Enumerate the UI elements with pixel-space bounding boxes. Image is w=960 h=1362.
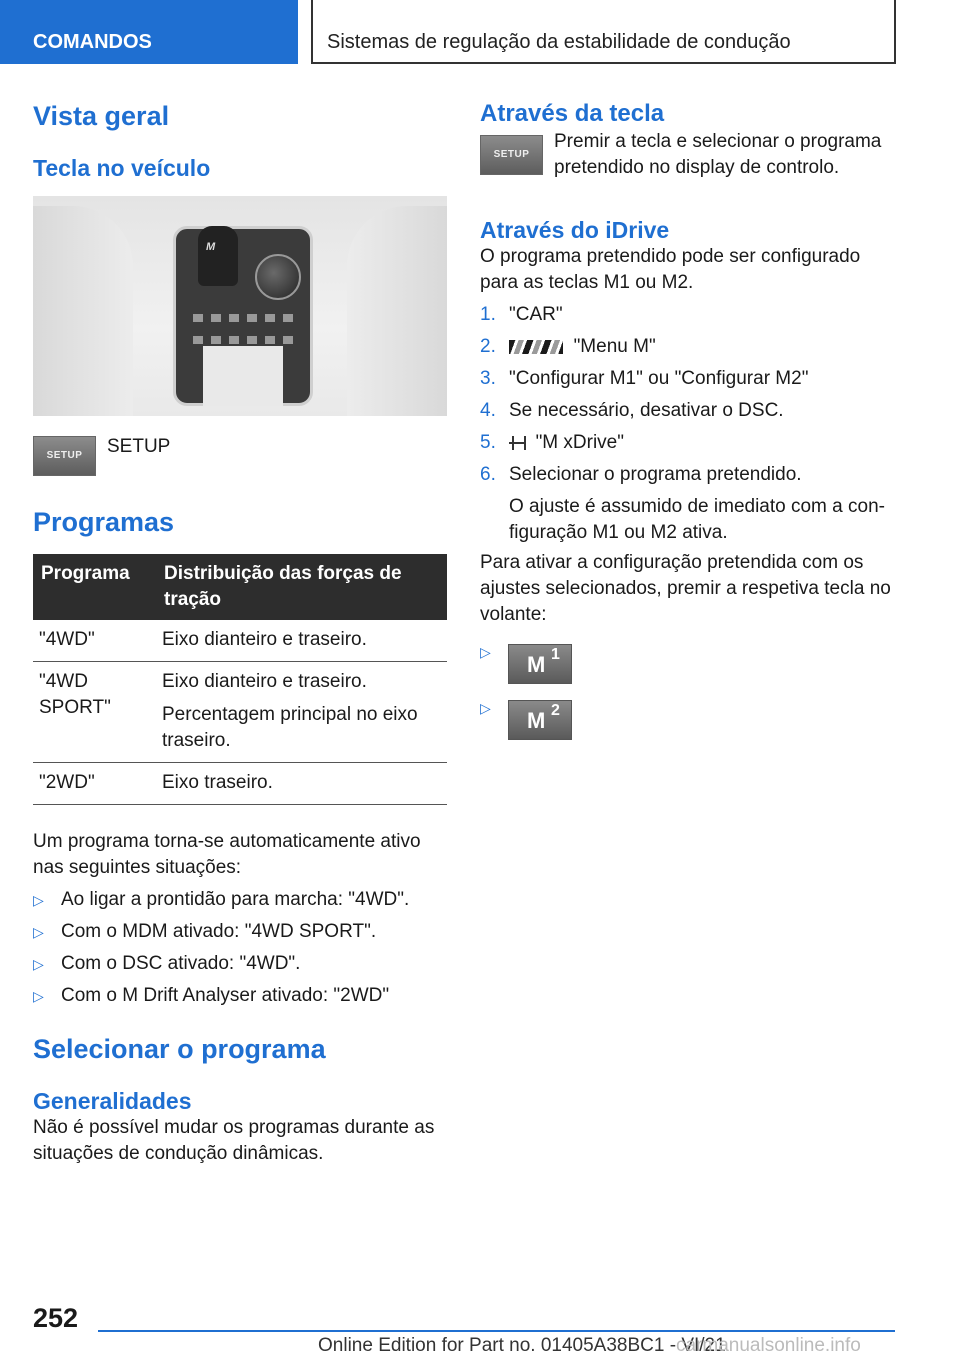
triangle-bullet-icon: ▷ (33, 892, 44, 908)
triangle-bullet-icon: ▷ (33, 988, 44, 1004)
page-header (0, 0, 960, 66)
triangle-bullet-icon: ▷ (480, 700, 491, 716)
setup-label: SETUP (107, 436, 171, 457)
triangle-bullet-icon: ▷ (33, 956, 44, 972)
step-number: 3. (480, 368, 496, 389)
program-cell: "4WD" (33, 620, 156, 662)
left-seat (33, 206, 133, 416)
step-number: 4. (480, 400, 496, 421)
column-header-distribution: Distribuição das forças de tração (156, 554, 447, 620)
list-item-text: Com o M Drift Analyser ativado: "2WD" (61, 985, 390, 1006)
idrive-steps (480, 302, 900, 546)
step-item (480, 366, 900, 392)
footer-divider (98, 1330, 895, 1332)
idrive-controller-knob (255, 254, 301, 300)
step-item (480, 334, 900, 360)
column-header-program: Programa (33, 554, 156, 620)
step-number: 5. (480, 432, 496, 453)
setup-button-icon: SETUP (480, 135, 543, 175)
edition-text: Online Edition for Part no. 01405A38BC1 - VI/21 (318, 1335, 726, 1356)
section-title: COMANDOS (0, 0, 298, 64)
step-text: Se necessário, desativar o DSC. (509, 400, 784, 421)
program-cell: "4WD SPORT" (33, 662, 156, 763)
xdrive-axle-icon (509, 434, 525, 452)
list-item-text: Com o DSC ativado: "4WD". (61, 953, 301, 974)
activate-text: Para ativar a configuração pretendida com os ajustes selecionados, premir a respetiva tecla no volante: (480, 552, 891, 625)
step-item (480, 398, 900, 424)
list-item (33, 887, 447, 913)
m-menu-icon (509, 340, 563, 354)
console-buttons-row-lower (193, 336, 293, 344)
page-number: 252 (33, 1303, 79, 1333)
right-column (480, 100, 900, 742)
distribution-line: Eixo dianteiro e traseiro. (162, 671, 367, 692)
table-header-row (33, 554, 447, 620)
m-logo: M (206, 241, 216, 253)
distribution-line: Eixo dianteiro e traseiro. (162, 629, 367, 650)
gear-lever (198, 226, 238, 286)
m2-steering-key-icon (508, 700, 572, 740)
m1-steering-key-icon (508, 644, 572, 684)
list-item (33, 919, 447, 945)
step-item (480, 302, 900, 328)
console-tray (203, 346, 283, 406)
console-buttons-row (193, 314, 293, 322)
list-item (33, 983, 447, 1009)
triangle-bullet-icon: ▷ (480, 644, 491, 660)
m-number: 1 (551, 646, 560, 663)
setup-button-icon: SETUP (33, 436, 96, 476)
programs-table (33, 554, 447, 805)
heading-programs: Programas (33, 507, 175, 537)
step-item (480, 462, 900, 546)
chapter-title: Sistemas de regulação da estabilidade de condução (311, 0, 896, 64)
auto-activation-intro: Um programa torna-se automaticamente ativo nas seguintes situações: (33, 831, 421, 878)
distribution-cell (156, 620, 447, 662)
distribution-line: Eixo traseiro. (162, 772, 273, 793)
list-item-text: Ao ligar a prontidão para marcha: "4WD". (61, 889, 410, 910)
step-number: 6. (480, 464, 496, 485)
step-text: "Menu M" (573, 336, 656, 357)
center-console-photo (33, 196, 447, 416)
table-row (33, 662, 447, 763)
heading-overview: Vista geral (33, 101, 170, 131)
via-key-text: Premir a tecla e selecionar o programa pretendido no display de controlo. (554, 131, 882, 178)
auto-activation-list (33, 887, 447, 1009)
step-number: 2. (480, 336, 496, 357)
list-item-text: Com o MDM ativado: "4WD SPORT". (61, 921, 377, 942)
left-column (33, 100, 447, 1167)
right-seat (347, 206, 447, 416)
distribution-line: Percentagem principal no eixo traseiro. (162, 704, 418, 751)
m2-button-item (480, 700, 900, 742)
step-text: "CAR" (509, 304, 563, 325)
heading-key-in-vehicle: Tecla no veículo (33, 155, 211, 181)
m-number: 2 (551, 702, 560, 719)
step-subtext: O ajuste é assumido de imediato com a configuração M1 ou M2 ativa. (509, 496, 885, 543)
heading-via-key: Através da tecla (480, 100, 665, 127)
table-row (33, 620, 447, 662)
program-cell: "2WD" (33, 763, 156, 805)
step-item (480, 430, 900, 456)
distribution-cell (156, 763, 447, 805)
distribution-cell (156, 662, 447, 763)
m-letter: M (527, 708, 546, 733)
idrive-text: O programa pretendido pode ser configurado para as teclas M1 ou M2. (480, 246, 861, 293)
general-text: Não é possível mudar os programas durante as situações de condução dinâmicas. (33, 1117, 435, 1164)
watermark: carmanualsonline.info (676, 1335, 861, 1356)
heading-select-program: Selecionar o programa (33, 1034, 326, 1064)
step-text: "Configurar M1" ou "Configurar M2" (509, 368, 809, 389)
triangle-bullet-icon: ▷ (33, 924, 44, 940)
step-text: Selecionar o programa pretendido. (509, 464, 802, 485)
step-text: "M xDrive" (535, 432, 624, 453)
via-key-row (480, 131, 900, 198)
m-letter: M (527, 652, 546, 677)
m1-button-item (480, 644, 900, 686)
table-row (33, 763, 447, 805)
heading-general: Generalidades (33, 1088, 192, 1114)
heading-via-idrive: Através do iDrive (480, 217, 670, 243)
setup-key-row (33, 436, 447, 476)
step-number: 1. (480, 304, 496, 325)
list-item (33, 951, 447, 977)
